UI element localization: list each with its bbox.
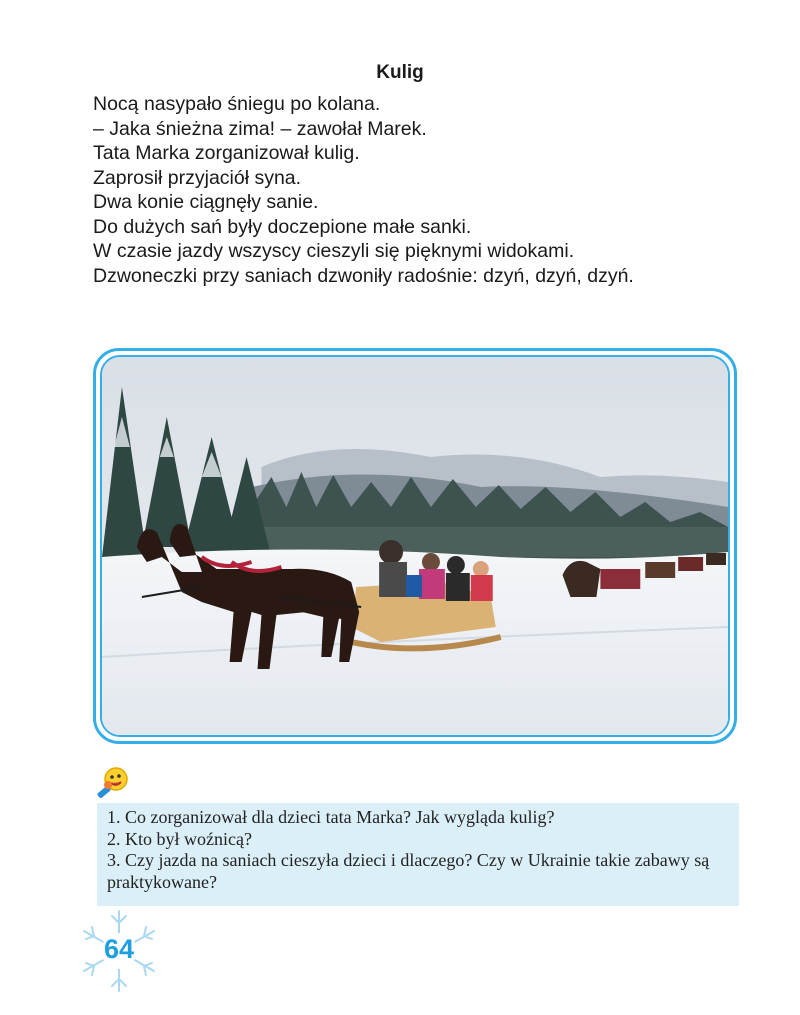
story-line: Zaprosił przyjaciół syna. [93, 166, 302, 189]
story-line: Nocą nasypało śniegu po kolana. [93, 93, 381, 115]
photo-frame [93, 348, 737, 744]
question-item: 3. Czy jazda na saniach cieszyła dzieci i dlaczego? Czy w Ukrainie takie zabawy są praktykowane? [107, 850, 710, 892]
story-line: – Jaka śnieżna zima! – zawołał Marek. [93, 117, 427, 140]
question-item: 1. Co zorganizował dla dzieci tata Marka? Jak wygląda kulig? [107, 807, 555, 827]
sleigh-ride-illustration [102, 357, 728, 735]
story-line: W czasie jazdy wszyscy cieszyli się pięknymi widokami. [93, 240, 575, 262]
question-item: 2. Kto był woźnicą? [107, 828, 252, 849]
story-line: Dwa konie ciągnęły sanie. [93, 191, 319, 213]
story-text [93, 92, 634, 288]
page-number: 64 [103, 934, 135, 964]
sleigh-ride-photo [100, 355, 730, 737]
questions-box [97, 803, 739, 906]
story-line: Tata Marka zorganizował kulig. [93, 142, 360, 164]
story-line: Do dużych sań były doczepione małe sanki. [93, 215, 472, 238]
story-title: Kulig [376, 62, 424, 83]
story-line: Dzwoneczki przy saniach dzwoniły radośnie: dzyń, dzyń, dzyń. [93, 264, 634, 287]
talking-microphone-icon [94, 765, 130, 801]
